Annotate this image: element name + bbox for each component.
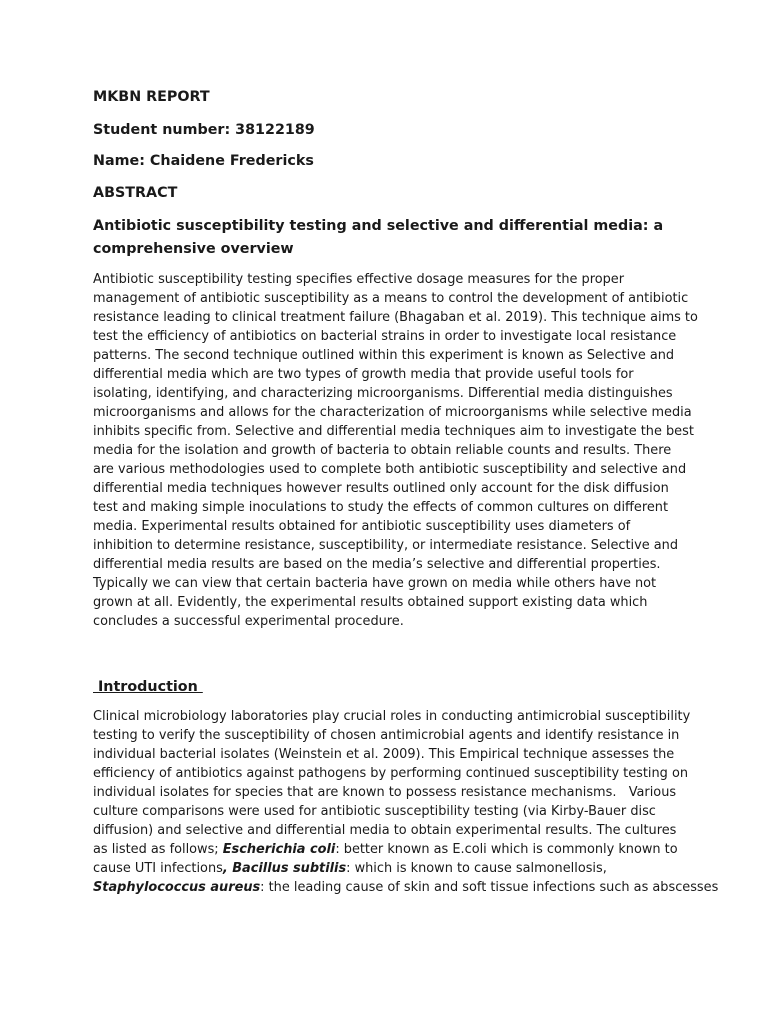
introduction-line: diffusion) and selective and differential media to obtain experimental results. The cultures <box>93 823 677 838</box>
abstract-line: patterns. The second technique outlined within this experiment is known as Selective and <box>93 348 675 363</box>
intro-text: , <box>222 861 233 876</box>
introduction-line: Clinical microbiology laboratories play crucial roles in conducting antimicrobial susceptibility <box>93 709 691 724</box>
species-name: Escherichia coli <box>222 842 336 857</box>
paper-title-line-1: Antibiotic susceptibility testing and selective and differential media: a <box>93 218 664 234</box>
introduction-line: culture comparisons were used for antibiotic susceptibility testing (via Kirby-Bauer disc <box>93 804 656 819</box>
abstract-line: management of antibiotic susceptibility as a means to control the development of antibiotic <box>93 291 689 306</box>
abstract-line: Typically we can view that certain bacteria have grown on media while others have not <box>93 576 657 591</box>
species-name: Bacillus subtilis <box>232 861 347 876</box>
intro-text: as listed as follows; <box>93 842 223 857</box>
species-name: Staphylococcus aureus <box>93 880 261 895</box>
abstract-line: media for the isolation and growth of bacteria to obtain reliable counts and results. There <box>93 443 672 458</box>
abstract-line: test the efficiency of antibiotics on bacterial strains in order to investigate local resistance <box>93 329 677 344</box>
abstract-line: are various methodologies used to complete both antibiotic susceptibility and selective and <box>93 462 687 477</box>
abstract-line: Antibiotic susceptibility testing specifies effective dosage measures for the proper <box>93 272 625 287</box>
abstract-line: microorganisms and allows for the characterization of microorganisms while selective media <box>93 405 692 420</box>
abstract-line: differential media results are based on the media’s selective and differential properties. <box>93 557 661 572</box>
introduction-line: testing to verify the susceptibility of chosen antimicrobial agents and identify resistance in <box>93 728 680 743</box>
introduction-line: individual isolates for species that are known to possess resistance mechanisms. Various <box>93 785 677 800</box>
abstract-line: media. Experimental results obtained for antibiotic susceptibility uses diameters of <box>93 519 631 534</box>
abstract-line: grown at all. Evidently, the experimental results obtained support existing data which <box>93 595 648 610</box>
intro-text: : the leading cause of skin and soft tissue infections such as abscesses <box>260 880 719 895</box>
abstract-line: concludes a successful experimental procedure. <box>93 614 404 629</box>
abstract-heading: ABSTRACT <box>93 185 178 201</box>
abstract-line: differential media techniques however results outlined only account for the disk diffusion <box>93 481 669 496</box>
paper-title-line-2: comprehensive overview <box>93 241 294 257</box>
introduction-line <box>93 861 607 876</box>
introduction-line: individual bacterial isolates (Weinstein et al. 2009). This Empirical technique assesses the <box>93 747 675 762</box>
abstract-line: inhibits specific from. Selective and differential media techniques aim to investigate the best <box>93 424 694 439</box>
abstract-line: differential media which are two types of growth media that provide useful tools for <box>93 367 634 382</box>
abstract-line: isolating, identifying, and characterizing microorganisms. Differential media distinguishes <box>93 386 673 401</box>
student-number: Student number: 38122189 <box>93 122 315 138</box>
introduction-line: efficiency of antibiotics against pathogens by performing continued susceptibility testing on <box>93 766 689 781</box>
abstract-line: test and making simple inoculations to study the effects of common cultures on different <box>93 500 669 515</box>
introduction-line <box>93 842 678 857</box>
introduction-heading: Introduction <box>93 679 203 695</box>
intro-text: : which is known to cause salmonellosis, <box>346 861 607 876</box>
abstract-line: resistance leading to clinical treatment failure (Bhagaban et al. 2019). This technique aims to <box>93 310 698 325</box>
intro-text: cause UTI infections <box>93 861 223 876</box>
abstract-line: inhibition to determine resistance, susceptibility, or intermediate resistance. Selective and <box>93 538 679 553</box>
intro-text: : better known as E.coli which is commonly known to <box>335 842 678 857</box>
introduction-line <box>93 880 718 895</box>
report-title: MKBN REPORT <box>93 89 210 105</box>
student-name: Name: Chaidene Fredericks <box>93 153 314 169</box>
